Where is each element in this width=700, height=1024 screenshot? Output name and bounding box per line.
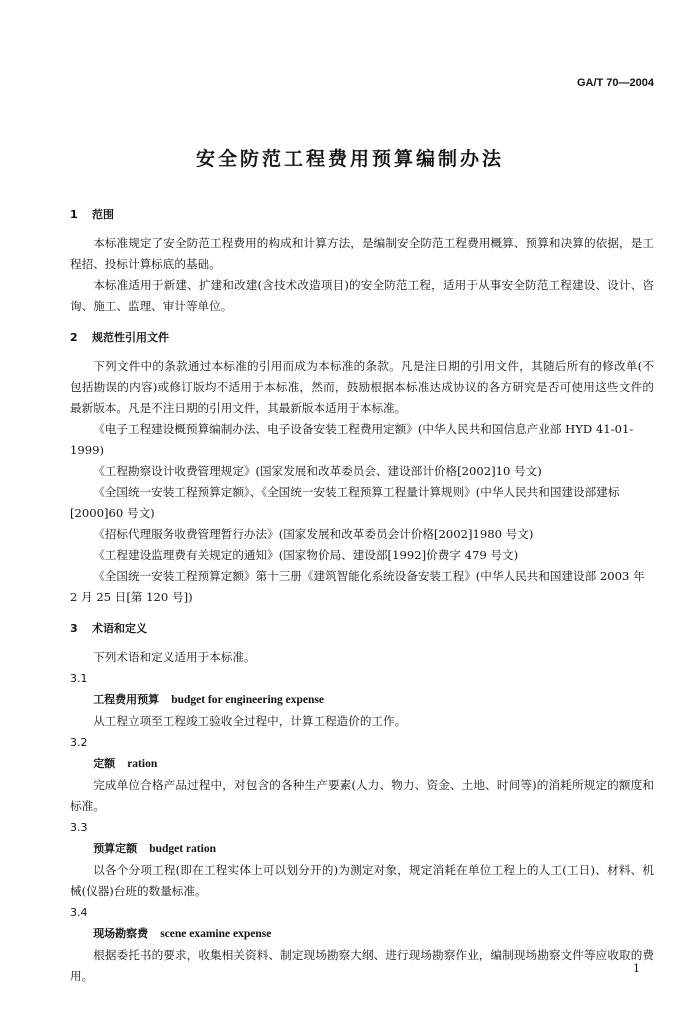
term-definition: 根据委托书的要求，收集相关资料、制定现场勘察大纲、进行现场勘察作业，编制现场勘察文件等应收取的费用。 xyxy=(70,948,654,983)
paragraph: 下列文件中的条款通过本标准的引用而成为本标准的条款。凡是注日期的引用文件，其随后所有的修改单(不包括勘误的内容)或修订版均不适用于本标准，然而，鼓励根据本标准达成协议的各方研究是否可使用这些文件的最新版本。凡是不注日期的引用文件，其最新版本适用于本标准。 xyxy=(70,359,654,415)
term-definition: 完成单位合格产品过程中，对包含的各种生产要素(人力、物力、资金、土地、时间等)的消耗所规定的额度和标准。 xyxy=(70,778,654,813)
term-chinese: 现场勘察费 xyxy=(93,927,149,940)
reference-item: 《招标代理服务收费管理暂行办法》(国家发展和改革委员会计价格[2002]1980 号文) xyxy=(93,527,534,541)
reference-item: 《全国统一安装工程预算定额》、《全国统一安装工程预算工程量计算规则》(中华人民共和国建设部建标[2000]60 号文) xyxy=(70,485,620,520)
term-english: budget ration xyxy=(149,843,216,855)
term-entry xyxy=(70,902,654,987)
section-normative-references xyxy=(70,327,654,608)
term-english: budget for engineering expense xyxy=(171,694,324,706)
section-title: 术语和定义 xyxy=(92,622,147,635)
term-heading xyxy=(70,689,654,711)
clause-number: 3.1 xyxy=(70,672,88,685)
standard-code: GA/T 70—2004 xyxy=(576,77,654,89)
term-chinese: 工程费用预算 xyxy=(93,693,160,706)
term-heading xyxy=(70,838,654,860)
term-chinese: 定额 xyxy=(93,757,116,770)
section-heading xyxy=(70,327,654,348)
section-heading xyxy=(70,204,654,225)
term-english: scene examine expense xyxy=(160,928,272,940)
document-title: 安全防范工程费用预算编制办法 xyxy=(195,148,504,170)
term-english: ration xyxy=(127,758,158,770)
section-number: 1 xyxy=(70,208,78,221)
term-entry xyxy=(70,817,654,902)
page-number: 1 xyxy=(633,962,640,975)
reference-item: 《全国统一安装工程预算定额》第十三册《建筑智能化系统设备安装工程》(中华人民共和国建设部 2003 年 2 月 25 日[第 120 号]) xyxy=(70,569,645,604)
term-chinese: 预算定额 xyxy=(93,842,138,855)
section-terms-definitions xyxy=(70,618,654,987)
reference-item: 《工程建设监理费有关规定的通知》(国家物价局、建设部[1992]价费字 479 号文) xyxy=(93,548,519,562)
paragraph: 本标准规定了安全防范工程费用的构成和计算方法，是编制安全防范工程费用概算、预算和决算的依据，是工程招、投标计算标底的基础。 xyxy=(70,236,654,271)
section-title: 范围 xyxy=(92,208,114,221)
term-heading xyxy=(70,923,654,945)
section-title: 规范性引用文件 xyxy=(92,331,169,344)
clause-number: 3.2 xyxy=(70,736,88,749)
section-heading xyxy=(70,618,654,639)
clause-number: 3.4 xyxy=(70,906,88,919)
term-entry xyxy=(70,668,654,732)
paragraph: 下列术语和定义适用于本标准。 xyxy=(93,650,256,664)
paragraph: 本标准适用于新建、扩建和改建(含技术改造项目)的安全防范工程，适用于从事安全防范工程建设、设计、咨询、施工、监理、审计等单位。 xyxy=(70,278,654,313)
term-definition: 以各个分项工程(即在工程实体上可以划分开的)为测定对象，规定消耗在单位工程上的人工(工日)、材料、机械(仪器)台班的数量标准。 xyxy=(70,863,654,898)
document-body xyxy=(70,202,654,987)
term-heading xyxy=(70,753,654,775)
term-entry xyxy=(70,732,654,817)
section-number: 2 xyxy=(70,331,78,344)
reference-item: 《工程勘察设计收费管理规定》(国家发展和改革委员会、建设部计价格[2002]10 号文) xyxy=(93,464,542,478)
clause-number: 3.3 xyxy=(70,821,88,834)
section-scope xyxy=(70,204,654,317)
reference-item: 《电子工程建设概预算编制办法、电子设备安装工程费用定额》(中华人民共和国信息产业部 HYD 41-01-1999) xyxy=(70,422,634,457)
section-number: 3 xyxy=(70,622,78,635)
term-definition: 从工程立项至工程竣工验收全过程中，计算工程造价的工作。 xyxy=(93,714,407,728)
